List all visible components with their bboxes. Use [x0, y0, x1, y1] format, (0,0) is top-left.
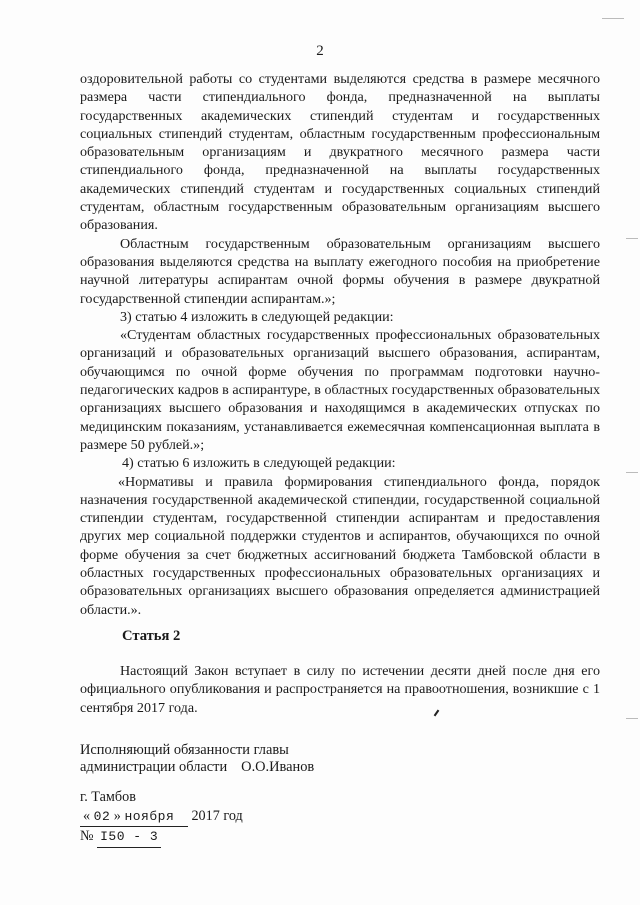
paragraph-article-6-text: «Нормативы и правила формирования стипендиального фонда, порядок назначения государственной академической стипендии, государственной социальной стипендии студентам, государственной стипендии аспирантам и предоставления других мер социальной поддержки студентов и аспирантов, обучающихся по очной форме обучения за счет бюджетных ассигнований бюджета Тамбовской области в областных государственных профессиональных образовательных организациях и образовательных организациях высшего образования определяется администрацией области.».	[80, 473, 600, 618]
article-text: Настоящий Закон вступает в силу по истечении десяти дней после дня его официального опубликования и распространяется на правоотношения, возникшие с 1 сентября 2017 года.	[80, 663, 600, 716]
scan-edge-mark	[626, 472, 638, 473]
number-value: I50 - 3	[97, 828, 161, 848]
paragraph-continuation: оздоровительной работы со студентами выделяются средства в размере месячного размера части стипендиального фонда, предназначенной на выплаты государственных академических стипендий студентам и государственных социальных стипендий студентам, областным государственным профессиональным образовательным организациям и двукратного месячного размера части стипендиального фонда, предназначенной на выплаты государственных академических стипендий студентам и государственных социальных стипендий студентам, областным государственным образовательным организациям высшего образования.	[80, 71, 600, 234]
document-footer	[80, 788, 243, 848]
paragraph-amend-article-4: 3) статью 4 изложить в следующей редакции:	[120, 308, 394, 325]
article-heading: Статья 2	[122, 628, 181, 644]
scan-edge-mark	[626, 718, 638, 719]
scan-edge-mark	[602, 18, 624, 19]
page-number: 2	[316, 43, 324, 59]
document-body	[80, 70, 600, 619]
number-prefix: №	[80, 828, 94, 844]
date-quote-open: «	[83, 807, 91, 824]
date-quote-close: »	[113, 807, 121, 824]
article-body	[80, 662, 600, 717]
document-date	[80, 807, 243, 828]
paragraph-amend-article-6: 4) статью 6 изложить в следующей редакции:	[122, 455, 396, 472]
paragraph-higher-education-allowance: Областным государственным образовательным организациям высшего образования выделяются средства на выплату ежегодного пособия на приобретение научной литературы аспирантам очной формы обучения в размере двукратной государственной стипендии аспирантам.»;	[80, 235, 600, 307]
document-number	[80, 827, 243, 848]
scan-edge-mark	[626, 238, 638, 239]
paragraph-article-4-text: «Студентам областных государственных профессиональных образовательных организаций и образовательных организаций высшего образования, аспирантам, обучающимся по очной форме обучения по программам подготовки научно-педагогических кадров в аспирантуре, в областных государственных образовательных организациях высшего образования и находящимся в академических отпусках по медицинским показаниям, устанавливается ежемесячная компенсационная выплата в размере 50 рублей.»;	[80, 327, 600, 453]
signature-title-line2: администрации области	[80, 759, 228, 775]
date-month: ноября	[124, 808, 175, 824]
signature-block	[80, 742, 314, 776]
signature-title-line1: Исполняющий обязанности главы	[80, 742, 289, 758]
signature-name: О.О.Иванов	[241, 759, 315, 775]
city: г. Тамбов	[80, 789, 136, 805]
date-year: 2017 год	[191, 807, 243, 824]
date-day: 02	[93, 808, 111, 824]
